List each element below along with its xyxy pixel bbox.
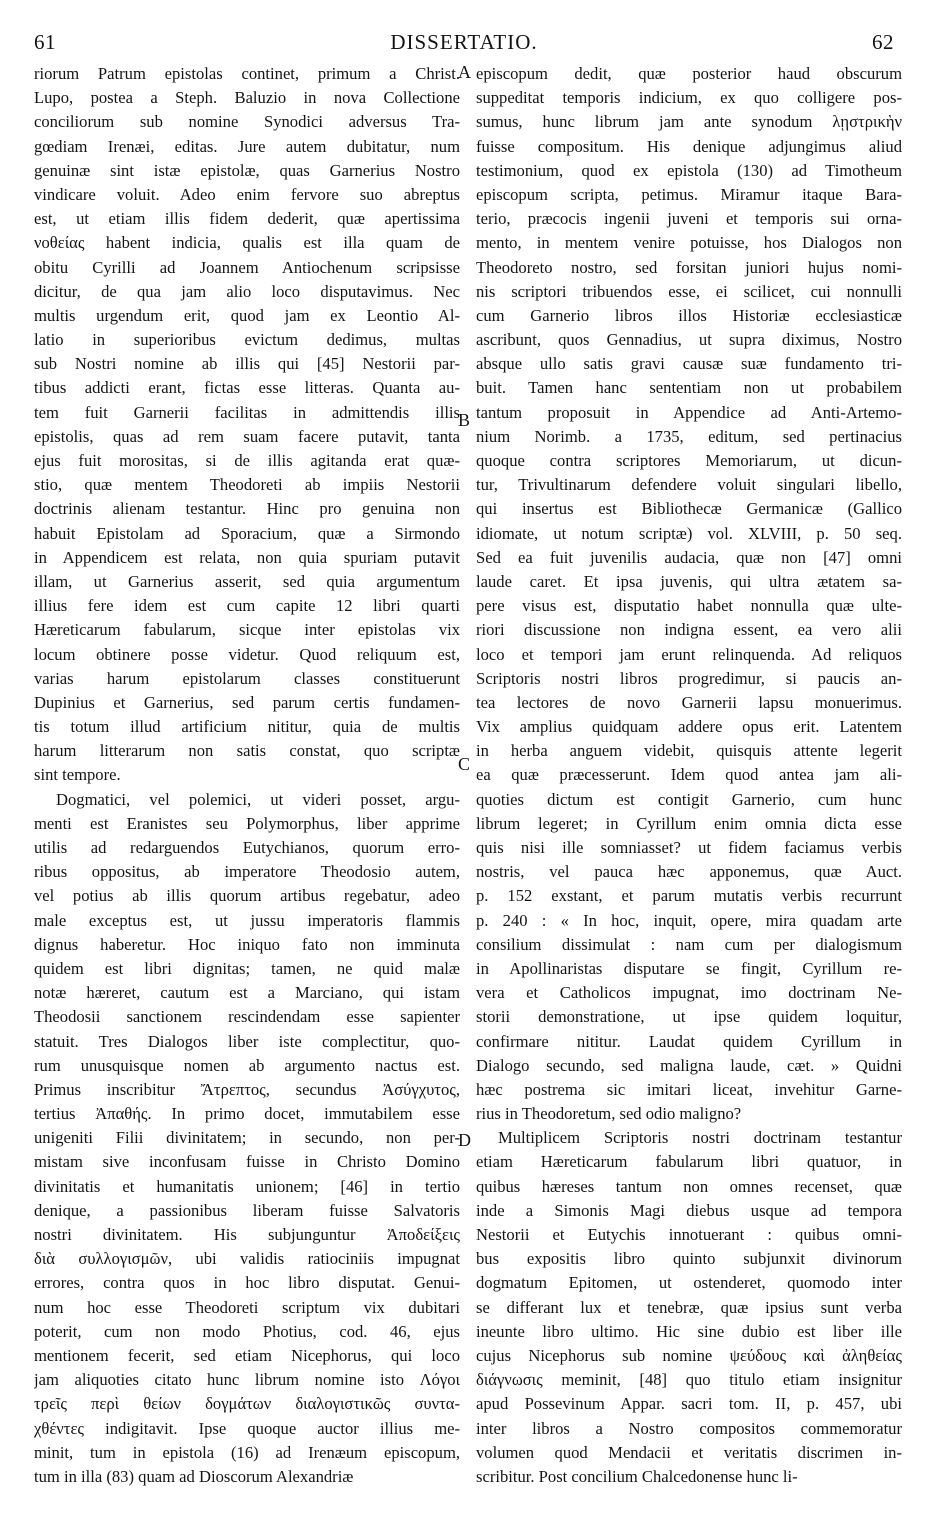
text-line: nostri divinitatem. His subjunguntur Ἀποδείξεις — [34, 1225, 460, 1244]
text-line: etiam Hæreticarum fabularum libri quatuor, in — [476, 1152, 902, 1172]
text-line: episcopum scripta, petimus. Miramur itaque Bara- — [476, 184, 902, 204]
text-line: rius in Theodoretum, sed odio maligno? — [476, 1104, 742, 1124]
text-line: quoties dictum est contigit Garnerio, cum hunc — [476, 789, 902, 809]
text-line: statuit. Tres Dialogos liber iste complectitur, quo- — [34, 1031, 460, 1051]
text-line: ineunte libro ultimo. Hic sine dubio est liber ille — [476, 1321, 902, 1341]
text-line: testimonium, quod ex epistola (130) ad Timotheum — [476, 160, 902, 180]
text-line: scribitur. Post concilium Chalcedonense hunc li- — [476, 1466, 798, 1486]
text-line: tertius Ἀπαθής. In primo docet, immutabilem esse — [34, 1104, 460, 1124]
text-line: gœdiam Irenæi, editas. Jure autem dubitatur, num — [34, 136, 460, 156]
text-line: p. 152 exstant, et parum mutatis verbis recurrunt — [476, 886, 902, 906]
text-line: in Apollinaristas disputare se fingit, Cyrillum re- — [476, 958, 902, 978]
text-line: errores, contra quos in hoc libro disputat. Genui- — [34, 1273, 460, 1293]
text-line: Theodosii sanctionem rescindendam esse sapienter — [34, 1007, 460, 1027]
text-line: apud Possevinum Appar. sacri tom. II, p. 457, ubi — [476, 1394, 902, 1414]
text-line: genuinæ sint istæ epistolæ, quas Garnerius Nostro — [34, 160, 460, 180]
text-line: Dogmatici, vel polemici, ut videri posset, argu- — [56, 789, 460, 809]
text-line: tem fuit Garnerii facilitas in admittendis illis — [34, 402, 460, 422]
text-line: Multiplicem Scriptoris nostri doctrinam testantur — [498, 1128, 902, 1148]
text-line: Sed ea fuit juvenilis audacia, quæ non [47] omni — [476, 547, 902, 567]
text-line: idiomate, ut notum scriptæ) vol. XLVIII, p. 50 seq. — [476, 523, 902, 543]
text-line: mistam sive inconfusam fuisse in Christo Domino — [34, 1152, 460, 1172]
margin-marker-b: B — [458, 410, 471, 430]
text-line: notæ hæreret, cautum est a Marciano, qui istam — [34, 983, 460, 1003]
text-line: Lupo, postea a Steph. Baluzio in nova Collectione — [34, 88, 460, 108]
text-line: qui insertus est Bibliothecæ Germanicæ (Gallico — [476, 499, 902, 519]
text-line: male exceptus est, ut jussu imperatoris flammis — [34, 910, 460, 930]
text-line: est, ut etiam illis fidem dederit, quæ apertissima — [34, 209, 460, 229]
text-line: illius fere idem est cum capite 12 libri quarti — [34, 596, 460, 616]
text-line: χθέντες indigitavit. Ipse quoque auctor illius me- — [34, 1418, 460, 1438]
text-line: in herba anguem videbit, quisquis attente legerit — [476, 741, 902, 761]
text-line: varias harum epistolarum classes constituerunt — [34, 668, 460, 688]
margin-marker-d: D — [458, 1130, 471, 1150]
text-line: locum obtinere posse videtur. Quod reliquum est, — [34, 644, 460, 664]
text-line: consilium dissimulat : nam cum per dialogismum — [476, 934, 902, 954]
text-line: Scriptoris nostri libros progredimur, si paucis an- — [476, 668, 902, 688]
text-line: conciliorum sub nomine Synodici adversus Tra- — [34, 112, 460, 132]
text-line: loco et tempori jam erunt relinquenda. Ad reliquos — [476, 644, 902, 664]
text-line: Dialogo secundo, sed maligna laude, cæt. » Quidni — [476, 1055, 902, 1075]
text-line: confirmare nititur. Laudat quidem Cyrillum in — [476, 1031, 902, 1051]
text-line: cujus Nicephorus sub nomine ψεύδους καὶ ἀληθείας — [476, 1345, 902, 1365]
text-line: absque ullo satis gravi causæ suæ fundamento tri- — [476, 354, 902, 374]
text-line: cum Garnerio libros illos Historiæ ecclesiasticæ — [476, 305, 902, 325]
text-line: volumen quod Mendacii et veritatis discrimen in- — [476, 1442, 902, 1462]
left-column — [34, 62, 460, 1524]
text-line: Nestorii et Eutychis innotuerant : quibus omni- — [476, 1225, 902, 1244]
text-line: menti est Eranistes seu Polymorphus, liber apprime — [34, 813, 460, 833]
text-line: quidem est libri dignitas; tamen, ne quid malæ — [34, 958, 460, 978]
text-line: nostris, vel pauca hæc apponemus, quæ Auct. — [476, 862, 902, 882]
running-title: DISSERTATIO. — [390, 30, 538, 54]
text-line: rum unusquisque nomen ab argumento nactus est. — [34, 1055, 460, 1075]
text-line: num hoc esse Theodoreti scriptum vix dubitari — [34, 1297, 460, 1317]
text-line: pere visus est, disputatio habet nonnulla quæ ulte- — [476, 596, 902, 616]
text-line: quibus hæreses tantum non omnes recenset, quæ — [476, 1176, 902, 1196]
text-line: stio, quæ mentem Theodoreti ab impiis Nestorii — [34, 475, 460, 495]
text-line: hæc postrema sic imitari liceat, invehitur Garne- — [476, 1079, 902, 1099]
text-line: Primus inscribitur Ἄτρεπτος, secundus Ἀσύγχυτος, — [34, 1079, 460, 1099]
text-line: minit, tum in epistola (16) ad Irenæum episcopum, — [34, 1442, 460, 1462]
text-line: Dupinius et Garnerius, sed parum certis fundamen- — [34, 692, 460, 712]
text-line: jam aliquoties citato hunc librum nomine isto Λόγοι — [34, 1370, 460, 1390]
text-line: ea quæ præcesserunt. Idem quod antea jam ali- — [476, 765, 902, 785]
text-line: νοθείας habent indicia, qualis est illa quam de — [34, 233, 460, 253]
text-line: librum legeret; in Cyrillum enim omnia dicta esse — [476, 813, 902, 833]
text-line: Hæreticarum fabularum, sicque inter epistolas vix — [34, 620, 460, 640]
text-line: se differant lux et tenebræ, quæ ipsius sunt verba — [476, 1297, 902, 1317]
text-line: nis scriptori tribuendos esse, ei scilicet, cui nonnulli — [476, 281, 902, 301]
text-line: διὰ συλλογισμῶν, ubi validis ratiociniis impugnat — [34, 1249, 460, 1269]
text-line: dogmatum Epitomen, ut ostenderet, quomodo inter — [476, 1273, 902, 1293]
text-line: denique, a passionibus liberam fuisse Salvatoris — [34, 1200, 460, 1220]
text-line: in Appendicem est relata, non quia spuriam putavit — [34, 547, 460, 567]
text-line: suppeditat temporis indicium, ex quo colligere pos- — [476, 88, 902, 108]
text-line: quis nisi ille somniasset? ut fidem faciamus verbis — [476, 838, 902, 857]
margin-marker-c: C — [458, 754, 471, 774]
text-line: episcopum dedit, quæ posterior haud obscurum — [476, 64, 902, 83]
text-line: sub Nostri nomine ab illis qui [45] Nestorii par- — [34, 354, 460, 374]
text-line: mentionem fecerit, sed etiam Nicephorus, qui loco — [34, 1345, 460, 1365]
text-line: epistolis, quas ad rem suam facere putavit, tanta — [34, 426, 460, 446]
text-line: doctrinis alienam testantur. Hinc pro genuina non — [34, 499, 460, 519]
text-line: Theodoreto nostro, sed forsitan juniori hujus nomi- — [476, 257, 902, 277]
text-line: Vix amplius quidquam addere opus erit. Latentem — [476, 717, 902, 737]
text-line: habuit Epistolam ad Sporacium, quæ a Sirmondo — [34, 523, 460, 543]
text-line: terio, præcocis ingenii juveni et temporis sui orna- — [476, 209, 902, 229]
text-line: multis urgendum erit, quod jam ex Leontio Al- — [34, 305, 460, 325]
text-line: ascribunt, quos Gennadius, ut supra diximus, Nostro — [476, 330, 902, 350]
text-line: nium Norimb. a 1735, editum, sed pertinacius — [476, 426, 902, 446]
text-line: sint tempore. — [34, 765, 121, 785]
margin-marker-a: A — [458, 62, 471, 82]
text-line: riorum Patrum epistolas continet, primum a Christ. — [34, 64, 460, 83]
text-line: tur, Trivultinarum defendere voluit singulari libello, — [476, 475, 902, 495]
text-line: riori discussione non indigna essent, ea vero alii — [476, 620, 902, 640]
text-line: tantum proposuit in Appendice ad Anti-Artemo- — [476, 402, 902, 422]
text-line: ejus fuit morositas, si de illis agitanda erat quæ- — [34, 451, 460, 470]
text-line: dignus haberetur. Hoc iniquo fato non imminuta — [34, 934, 460, 954]
text-line: mento, in mentem venire potuisse, hos Dialogos non — [476, 233, 902, 253]
right-column — [476, 62, 902, 1524]
text-line: unigeniti Filii divinitatem; in secundo, non per- — [34, 1128, 460, 1148]
text-line: utilis ad redarguendos Eutychianos, quorum erro- — [34, 838, 460, 857]
text-line: harum litterarum non satis constat, quo scriptæ — [34, 741, 460, 761]
text-line: vindicare voluit. Adeo enim fervore suo abreptus — [34, 184, 460, 204]
text-line: quoque contra scriptores Memoriarum, ut dicun- — [476, 451, 902, 470]
text-line: tibus addicti erant, fictas esse litteras. Quanta au- — [34, 378, 460, 398]
text-line: dicitur, de qua jam alio loco disputavimus. Nec — [34, 281, 460, 301]
text-line: διάγνωσις meminit, [48] quo titulo etiam insignitur — [476, 1370, 902, 1390]
text-line: fuisse compositum. His denique adjungimus aliud — [476, 136, 902, 156]
text-line: poterit, cum non modo Photius, cod. 46, ejus — [34, 1321, 460, 1341]
text-line: p. 240 : « In hoc, inquit, opere, mira quadam arte — [476, 910, 902, 930]
text-line: tum in illa (83) quam ad Dioscorum Alexandriæ — [34, 1466, 354, 1486]
text-line: vel potius ab illis quorum artibus regebatur, adeo — [34, 886, 460, 906]
text-line: latio in superioribus evictum dedimus, multas — [34, 330, 460, 350]
text-line: divinitatis et humanitatis unionem; [46] in tertio — [34, 1176, 460, 1196]
text-line: τρεῖς περὶ θείων δογμάτων διαλογιστικῶς συντα- — [34, 1394, 460, 1414]
page-header — [34, 30, 894, 60]
text-line: vera et Catholicos impugnat, imo doctrinam Ne- — [476, 983, 902, 1003]
text-line: bus expositis libro quinto subjunxit divinorum — [476, 1249, 902, 1269]
text-line: inde a Simonis Magi diebus usque ad tempora — [476, 1200, 902, 1220]
text-line: sumus, hunc librum jam ante synodum λῃστρικὴν — [476, 112, 902, 132]
page-number-left: 61 — [34, 30, 56, 54]
text-line: laude caret. Et ipsa juvenis, qui ultra ætatem sa- — [476, 571, 902, 591]
text-line: ribus oppositus, ab imperatore Theodosio autem, — [34, 862, 460, 882]
text-line: inter libros a Nostro compositos commemoratur — [476, 1418, 902, 1438]
text-line: storii demonstratione, ut ipse quidem loquitur, — [476, 1007, 902, 1027]
text-line: tis totum illud artificium nititur, quia de multis — [34, 717, 460, 737]
page-number-right: 62 — [872, 30, 894, 54]
text-line: obitu Cyrilli ad Joannem Antiochenum scripsisse — [34, 257, 460, 277]
text-line: illam, ut Garnerius asserit, sed quia argumentum — [34, 571, 460, 591]
text-line: tea lectores de novo Garnerii lapsu monuerimus. — [476, 692, 902, 712]
text-line: buit. Tamen hanc sententiam non ut probabilem — [476, 378, 902, 398]
